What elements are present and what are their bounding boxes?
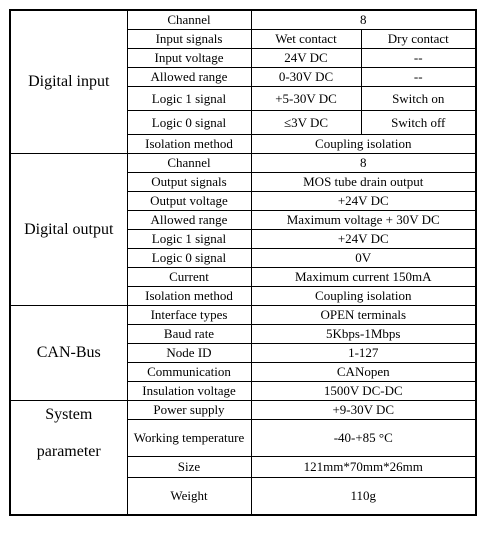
param-label: Baud rate — [127, 324, 251, 343]
param-value-dry: Switch off — [361, 110, 476, 134]
param-label: Isolation method — [127, 286, 251, 305]
param-label: Weight — [127, 477, 251, 515]
param-label: Current — [127, 267, 251, 286]
param-label: Communication — [127, 362, 251, 381]
param-value: 121mm*70mm*26mm — [251, 456, 476, 477]
param-label: Channel — [127, 10, 251, 29]
param-label: Interface types — [127, 305, 251, 324]
param-value: 0V — [251, 248, 476, 267]
param-label: Logic 1 signal — [127, 86, 251, 110]
section-label-digital-output: Digital output — [10, 153, 127, 305]
param-label: Size — [127, 456, 251, 477]
param-value: OPEN terminals — [251, 305, 476, 324]
table-row — [10, 10, 476, 29]
section-label-line2: parameter — [36, 442, 101, 460]
param-value: MOS tube drain output — [251, 172, 476, 191]
param-value-dry: -- — [361, 67, 476, 86]
param-label: Channel — [127, 153, 251, 172]
table-row — [10, 400, 476, 419]
param-value: Maximum current 150mA — [251, 267, 476, 286]
section-label-system-parameter — [10, 400, 127, 515]
param-label: Allowed range — [127, 210, 251, 229]
param-value-wet: 0-30V DC — [251, 67, 361, 86]
param-label: Output signals — [127, 172, 251, 191]
param-label: Allowed range — [127, 67, 251, 86]
param-value-dry: -- — [361, 48, 476, 67]
param-label: Input signals — [127, 29, 251, 48]
param-value: +24V DC — [251, 229, 476, 248]
param-value: Coupling isolation — [251, 286, 476, 305]
param-value: 8 — [251, 10, 476, 29]
param-label: Logic 0 signal — [127, 248, 251, 267]
param-value-wet: +5-30V DC — [251, 86, 361, 110]
param-value: 5Kbps-1Mbps — [251, 324, 476, 343]
param-value: 110g — [251, 477, 476, 515]
param-value: Coupling isolation — [251, 134, 476, 153]
param-label: Logic 1 signal — [127, 229, 251, 248]
param-value: CANopen — [251, 362, 476, 381]
param-value: 8 — [251, 153, 476, 172]
spec-table-wrapper — [9, 9, 477, 516]
table-row — [10, 305, 476, 324]
param-label: Output voltage — [127, 191, 251, 210]
param-label: Node ID — [127, 343, 251, 362]
section-label-can-bus: CAN-Bus — [10, 305, 127, 400]
param-value: -40-+85 °C — [251, 419, 476, 456]
param-value: 1500V DC-DC — [251, 381, 476, 400]
param-label: Working temperature — [127, 419, 251, 456]
section-label-line1: System — [45, 405, 93, 423]
param-value-wet: Wet contact — [251, 29, 361, 48]
param-value-wet: 24V DC — [251, 48, 361, 67]
table-row — [10, 153, 476, 172]
param-value: +9-30V DC — [251, 400, 476, 419]
param-value-wet: ≤3V DC — [251, 110, 361, 134]
param-label: Input voltage — [127, 48, 251, 67]
param-label: Isolation method — [127, 134, 251, 153]
param-label: Insulation voltage — [127, 381, 251, 400]
section-label-digital-input: Digital input — [10, 10, 127, 153]
param-label: Logic 0 signal — [127, 110, 251, 134]
param-value: Maximum voltage + 30V DC — [251, 210, 476, 229]
param-label: Power supply — [127, 400, 251, 419]
param-value: 1-127 — [251, 343, 476, 362]
spec-table — [9, 9, 477, 516]
param-value: +24V DC — [251, 191, 476, 210]
param-value-dry: Dry contact — [361, 29, 476, 48]
param-value-dry: Switch on — [361, 86, 476, 110]
